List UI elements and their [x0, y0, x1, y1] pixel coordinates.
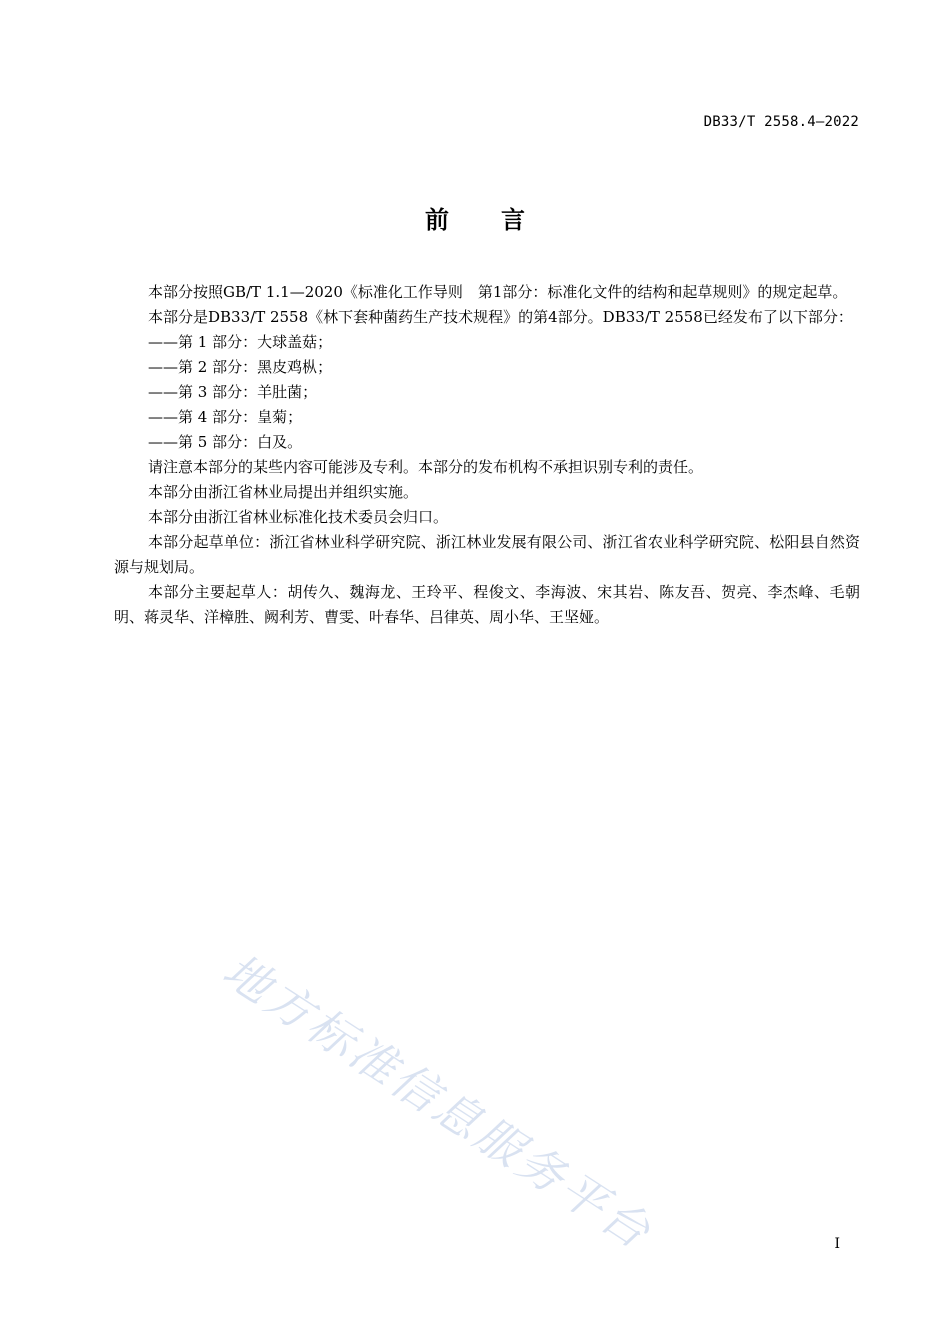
- paragraph-committee: 本部分由浙江省林业标准化技术委员会归口。: [148, 508, 449, 526]
- paragraph-series-parts: 本部分是DB33/T 2558《林下套种菌药生产技术规程》的第4部分。DB33/T 2558已经发布了以下部分：: [148, 308, 853, 326]
- page-number: I: [834, 1236, 840, 1252]
- list-item: ——第 2 部分：黑皮鸡枞；: [148, 358, 333, 376]
- list-item: ——第 1 部分：大球盖菇；: [148, 333, 333, 351]
- document-body: [114, 280, 860, 630]
- paragraph-proposer: 本部分由浙江省林业局提出并组织实施。: [148, 483, 419, 501]
- paragraph-drafters: 本部分主要起草人：胡传久、魏海龙、王玲平、程俊文、李海波、宋其岩、陈友吾、贺亮、李杰峰、毛朝明、蒋灵华、洋樟胜、阙利芳、曹雯、叶春华、吕律英、周小华、王坚娅。: [114, 583, 860, 626]
- list-item: ——第 4 部分：皇菊；: [148, 408, 303, 426]
- watermark: 地方标准信息服务平台: [213, 942, 663, 1261]
- standard-number: DB33/T 2558.4—2022: [703, 114, 859, 130]
- paragraph-patent-notice: 请注意本部分的某些内容可能涉及专利。本部分的发布机构不承担识别专利的责任。: [148, 458, 704, 476]
- list-item: ——第 3 部分：羊肚菌；: [148, 383, 318, 401]
- paragraph-drafting-units: 本部分起草单位：浙江省林业科学研究院、浙江林业发展有限公司、浙江省农业科学研究院、松阳县自然资源与规划局。: [114, 533, 860, 576]
- page-title: 前言: [425, 206, 577, 234]
- paragraph-drafting-rules: 本部分按照GB/T 1.1—2020《标准化工作导则 第1部分：标准化文件的结构和起草规则》的规定起草。: [148, 283, 848, 301]
- list-item: ——第 5 部分：白及。: [148, 433, 303, 451]
